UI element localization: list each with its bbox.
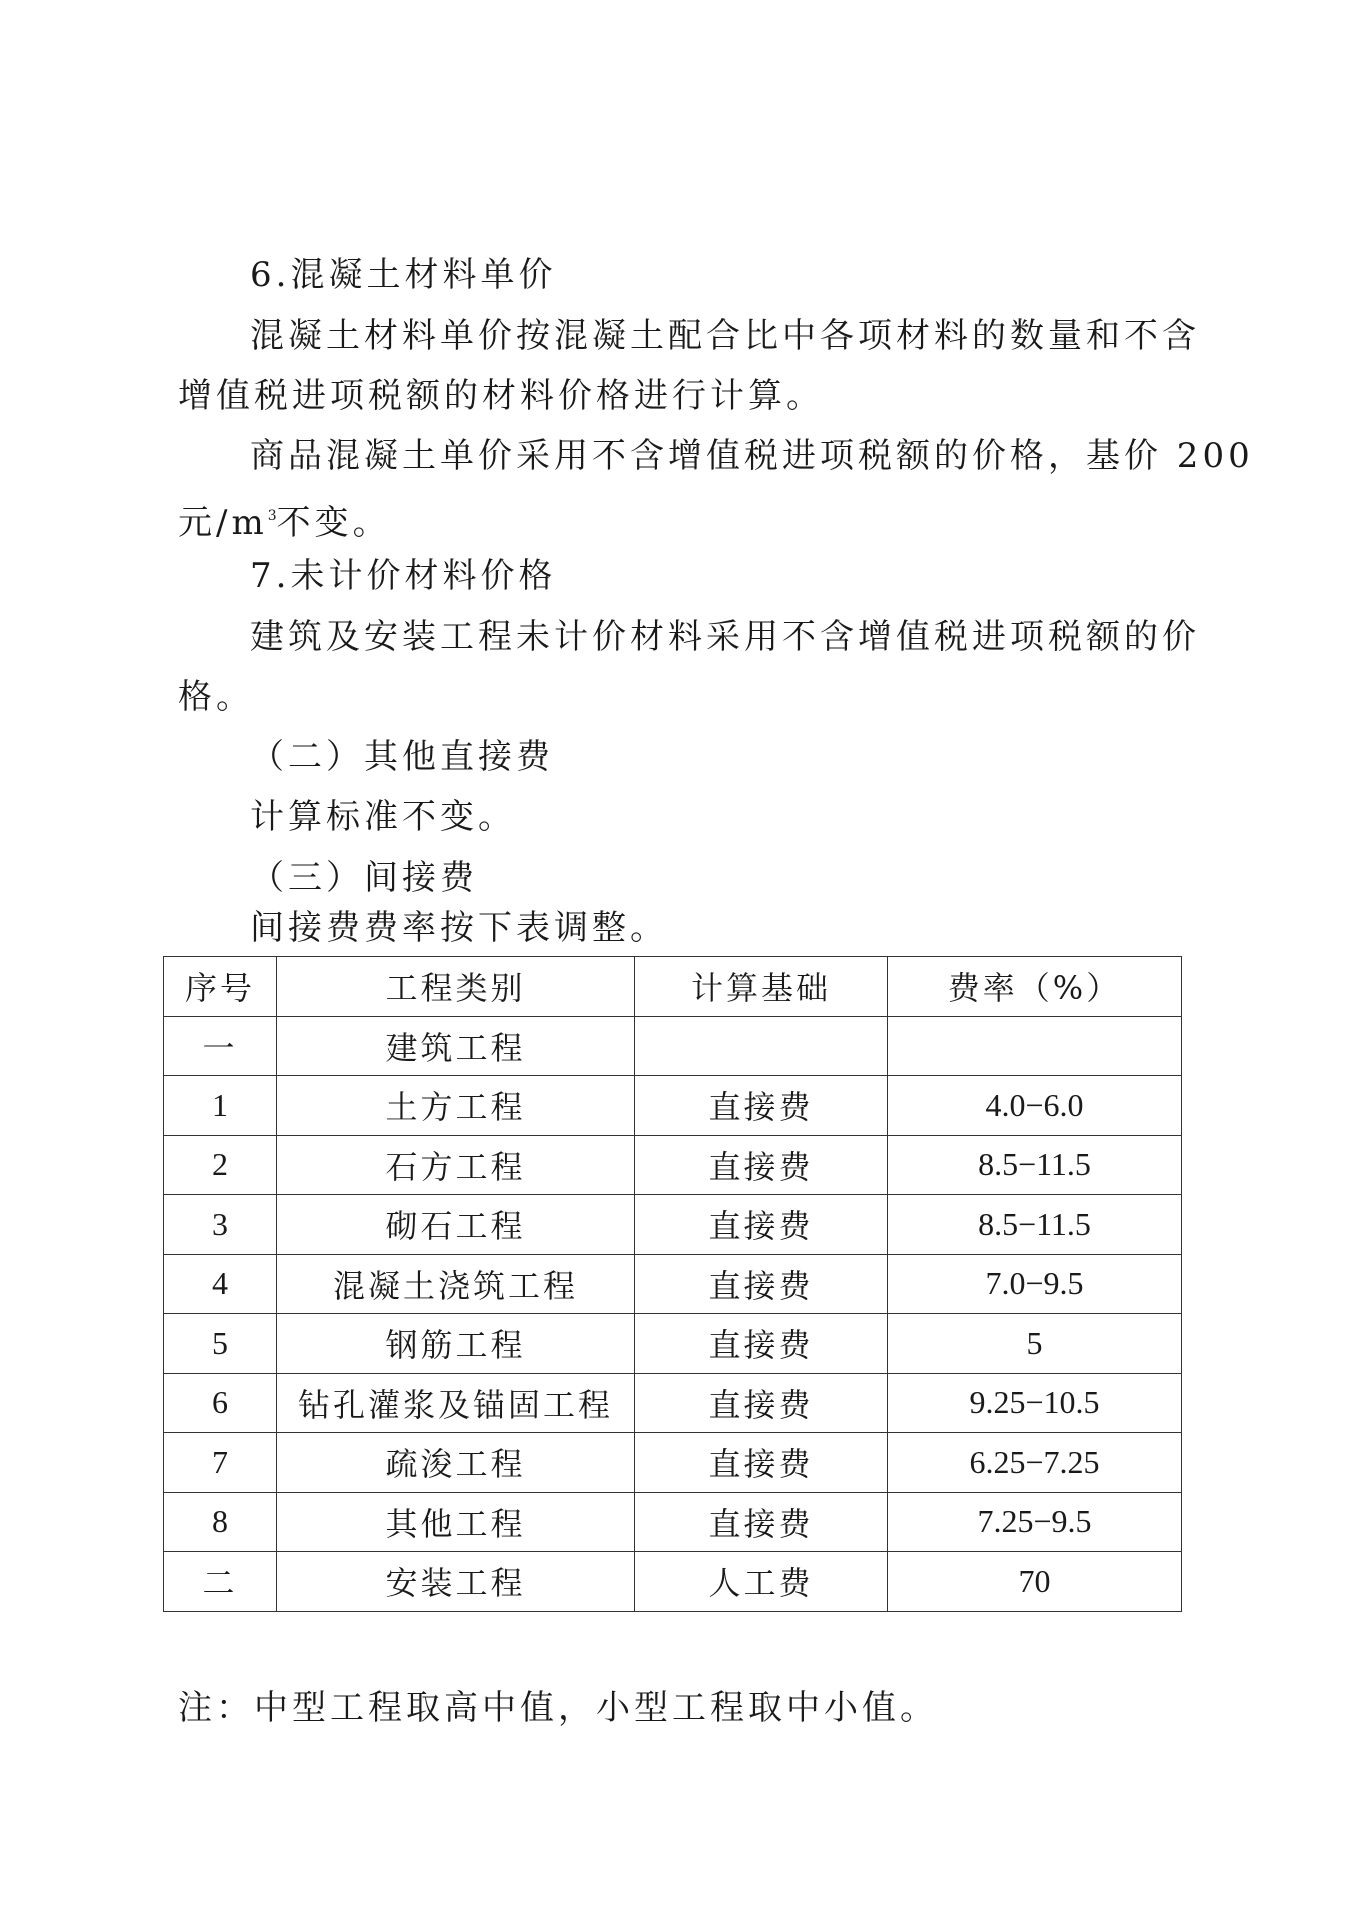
indirect-rate-table	[163, 956, 1182, 1612]
cell-index: 6	[164, 1373, 277, 1433]
cell-category: 砌石工程	[277, 1195, 635, 1255]
cell-rate: 7.25−9.5	[888, 1492, 1182, 1552]
unit-tail-text: 不变。	[276, 503, 391, 543]
cell-index: 4	[164, 1254, 277, 1314]
section-7-paragraph-line-2: 格。	[178, 677, 254, 717]
header-basis: 计算基础	[635, 957, 888, 1017]
cell-category: 建筑工程	[277, 1016, 635, 1076]
cell-basis: 直接费	[635, 1135, 888, 1195]
cell-basis: 直接费	[635, 1195, 888, 1255]
table-row	[164, 1373, 1182, 1433]
cell-rate: 7.0−9.5	[888, 1254, 1182, 1314]
cell-index: 3	[164, 1195, 277, 1255]
table-row	[164, 1314, 1182, 1374]
header-index: 序号	[164, 957, 277, 1017]
cell-category: 石方工程	[277, 1135, 635, 1195]
cell-basis: 直接费	[635, 1492, 888, 1552]
cell-rate: 6.25−7.25	[888, 1433, 1182, 1493]
cell-category: 疏浚工程	[277, 1433, 635, 1493]
cell-basis: 直接费	[635, 1433, 888, 1493]
section-7-paragraph-line-1: 建筑及安装工程未计价材料采用不含增值税进项税额的价	[250, 617, 1200, 657]
cell-rate: 4.0−6.0	[888, 1076, 1182, 1136]
cell-index: 5	[164, 1314, 277, 1374]
cell-category: 混凝土浇筑工程	[277, 1254, 635, 1314]
cell-index: 2	[164, 1135, 277, 1195]
indirect-cost-body: 间接费费率按下表调整。	[250, 908, 668, 948]
superscript-3: 3	[267, 508, 277, 524]
cell-basis: 直接费	[635, 1314, 888, 1374]
cell-rate	[888, 1016, 1182, 1076]
cell-index: 一	[164, 1016, 277, 1076]
cell-rate: 8.5−11.5	[888, 1195, 1182, 1255]
cell-basis: 人工费	[635, 1552, 888, 1612]
table-row	[164, 1135, 1182, 1195]
cell-index: 1	[164, 1076, 277, 1136]
table-row	[164, 1433, 1182, 1493]
cell-category: 安装工程	[277, 1552, 635, 1612]
section-6-paragraph-2-line-2	[178, 486, 1198, 553]
table-row	[164, 1552, 1182, 1612]
cell-basis: 直接费	[635, 1076, 888, 1136]
cell-category: 土方工程	[277, 1076, 635, 1136]
cell-basis	[635, 1016, 888, 1076]
table-row	[164, 1254, 1182, 1314]
table-row	[164, 1076, 1182, 1136]
cell-rate: 5	[888, 1314, 1182, 1374]
table-note: 注：中型工程取高中值，小型工程取中小值。	[178, 1688, 938, 1728]
table-row	[164, 1195, 1182, 1255]
indirect-cost-heading: （三）间接费	[250, 858, 478, 898]
cell-category: 钢筋工程	[277, 1314, 635, 1374]
header-rate: 费率（%）	[888, 957, 1182, 1017]
cell-index: 二	[164, 1552, 277, 1612]
cell-basis: 直接费	[635, 1373, 888, 1433]
unit-text: 元/m	[178, 503, 268, 543]
table-header-row	[164, 957, 1182, 1017]
cell-category: 钻孔灌浆及锚固工程	[277, 1373, 635, 1433]
section-6-paragraph-2-line-1: 商品混凝土单价采用不含增值税进项税额的价格，基价 200	[250, 436, 1254, 476]
cell-rate: 70	[888, 1552, 1182, 1612]
section-6-paragraph-1-line-1: 混凝土材料单价按混凝土配合比中各项材料的数量和不含	[250, 316, 1200, 356]
table-row	[164, 1492, 1182, 1552]
other-direct-cost-heading: （二）其他直接费	[250, 737, 554, 777]
table-row	[164, 1016, 1182, 1076]
cell-index: 7	[164, 1433, 277, 1493]
cell-rate: 9.25−10.5	[888, 1373, 1182, 1433]
header-category: 工程类别	[277, 957, 635, 1017]
cell-index: 8	[164, 1492, 277, 1552]
cell-category: 其他工程	[277, 1492, 635, 1552]
section-6-heading: 6.混凝土材料单价	[250, 255, 557, 295]
section-7-heading: 7.未计价材料价格	[250, 556, 557, 596]
cell-rate: 8.5−11.5	[888, 1135, 1182, 1195]
other-direct-cost-body: 计算标准不变。	[250, 797, 516, 837]
cell-basis: 直接费	[635, 1254, 888, 1314]
section-6-paragraph-1-line-2: 增值税进项税额的材料价格进行计算。	[178, 376, 824, 416]
